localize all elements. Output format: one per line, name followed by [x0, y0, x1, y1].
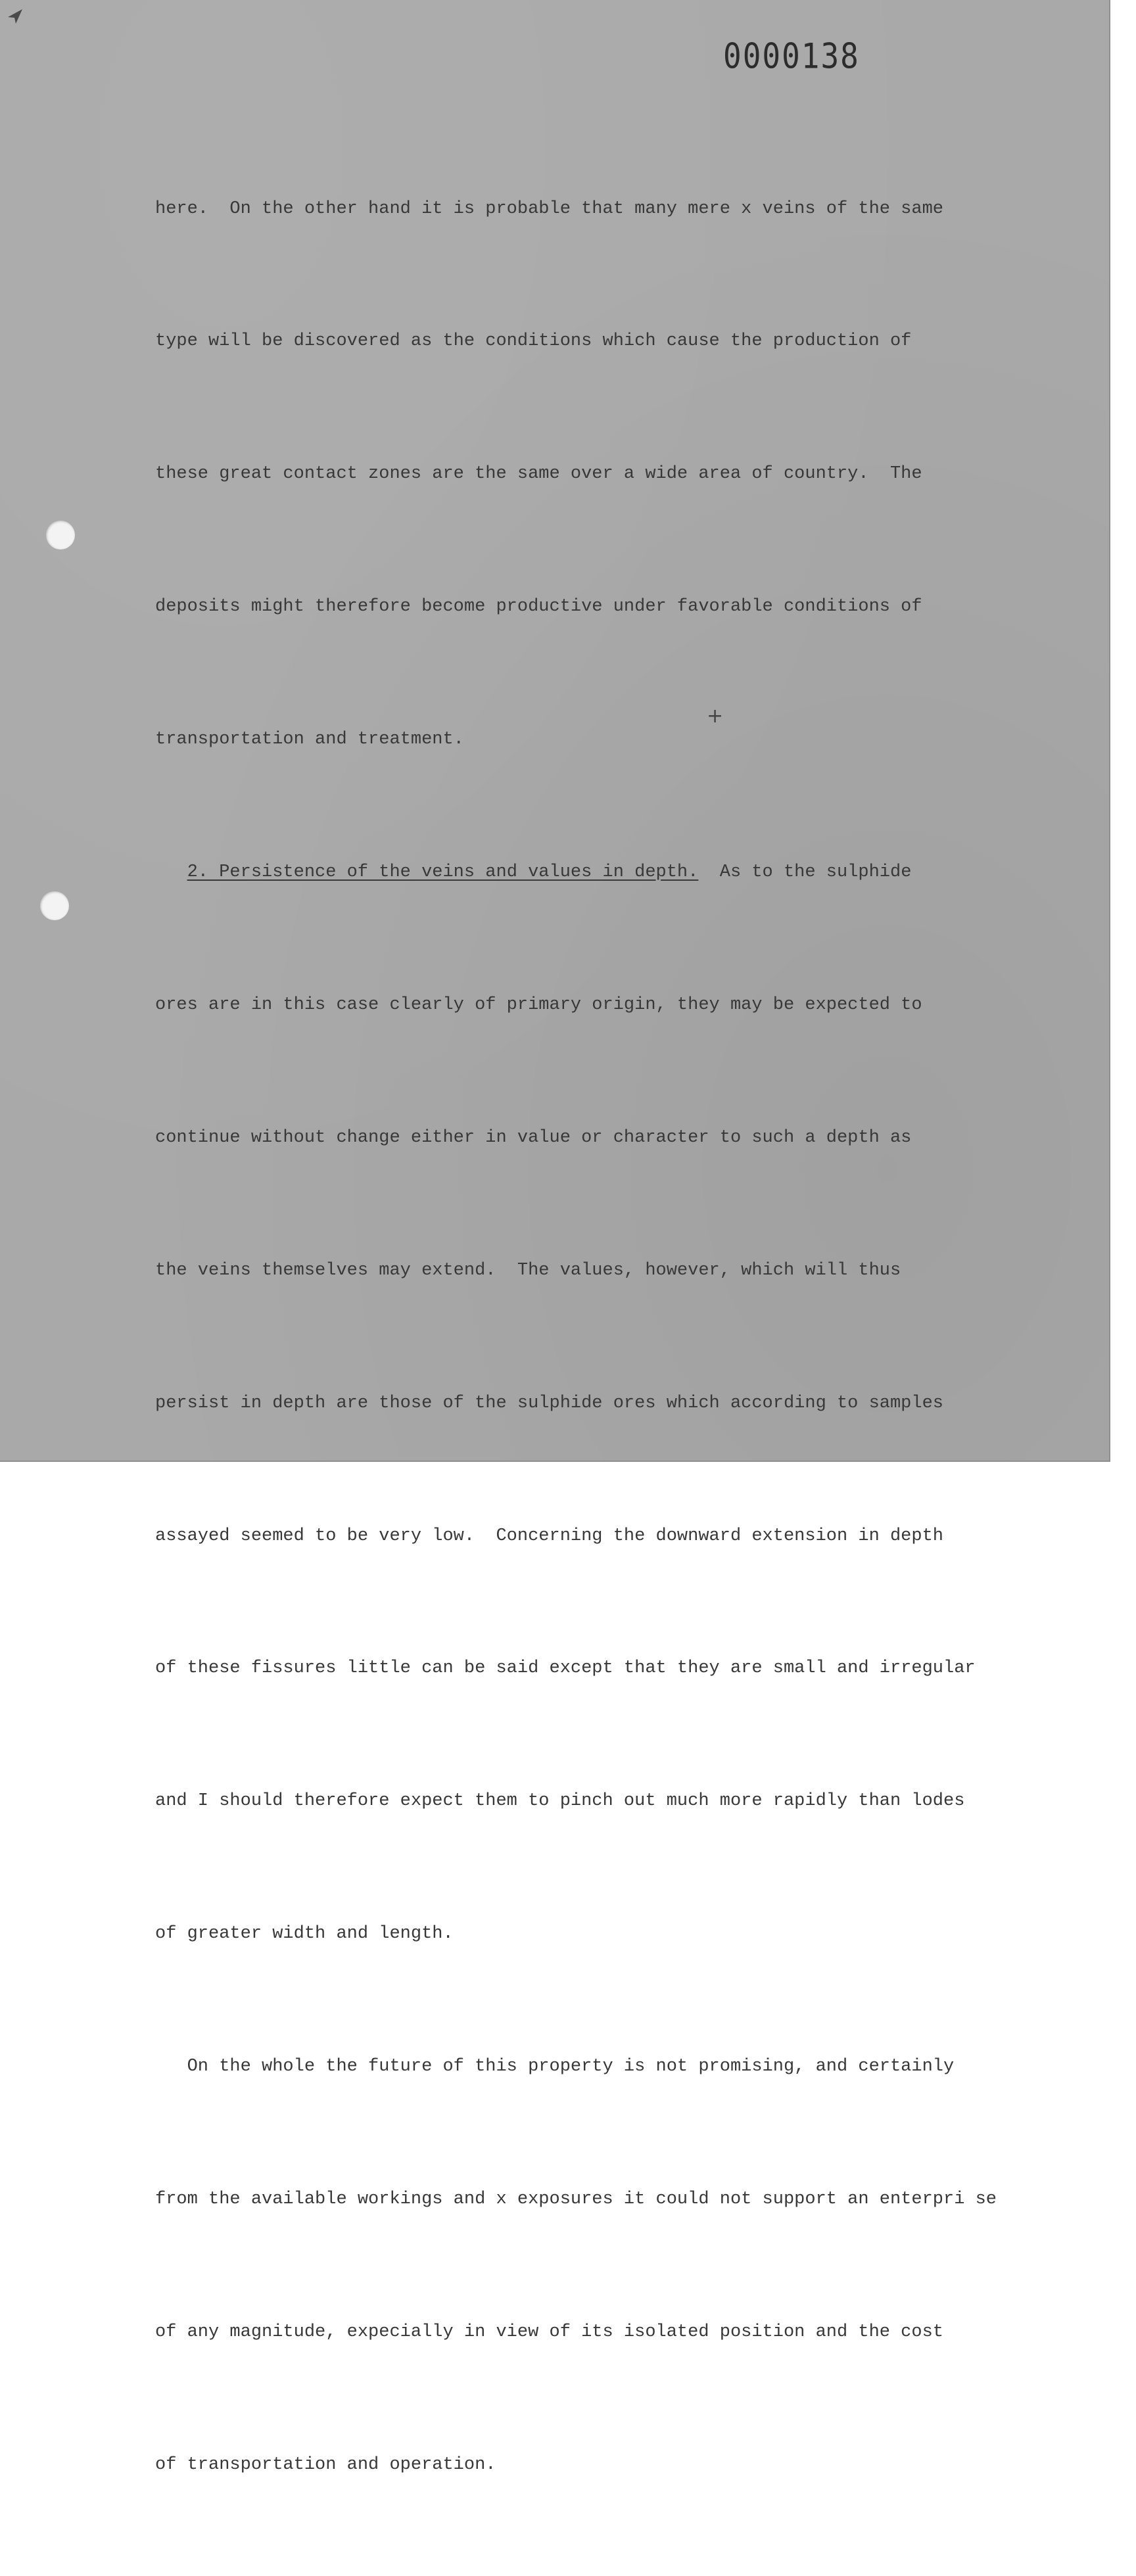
- section-heading-line: [155, 851, 1049, 895]
- heading-indent: [155, 862, 187, 882]
- arrow-tick-icon: [5, 7, 25, 26]
- typed-line: and I should therefore expect them to pinch out much more rapidly than lodes: [155, 1791, 965, 1812]
- section-heading: 2. Persistence of the veins and values in depth.: [187, 862, 699, 883]
- typed-line: assayed seemed to be very low. Concerning the downward extension in depth: [155, 1526, 943, 1546]
- punch-hole: [40, 891, 69, 920]
- typed-line: here. On the other hand it is probable that many mere x veins of the same: [155, 199, 943, 219]
- typed-body: [155, 99, 1049, 2576]
- heading-line-text: As to the sulphide: [698, 862, 912, 883]
- typed-line: from the available workings and x exposures it could not support an enterpri se: [155, 2189, 997, 2209]
- typed-line: of any magnitude, expecially in view of its isolated position and the cost: [155, 2322, 943, 2342]
- typed-line: of these fissures little can be said except that they are small and irregular: [155, 1658, 976, 1679]
- typed-line: On the whole the future of this property is not promising, and certainly: [155, 2057, 955, 2077]
- typed-line: type will be discovered as the conditions which cause the production of: [155, 331, 912, 352]
- typed-line: ores are in this case clearly of primary origin, they may be expected to: [155, 995, 922, 1015]
- typed-line: of transportation and operation.: [155, 2454, 496, 2475]
- page-number: 0000138: [723, 35, 860, 77]
- typed-line: the veins themselves may extend. The values, however, which will thus: [155, 1260, 901, 1280]
- typed-line: persist in depth are those of the sulphide ores which according to samples: [155, 1393, 943, 1413]
- typed-line: deposits might therefore become productive under favorable conditions of: [155, 597, 922, 617]
- typed-line: continue without change either in value or character to such a depth as: [155, 1127, 912, 1148]
- typed-line: these great contact zones are the same over a wide area of country. The: [155, 464, 922, 484]
- handwritten-insert-mark: +: [707, 705, 724, 728]
- typed-line: of greater width and length.: [155, 1924, 454, 1944]
- punch-hole: [46, 521, 75, 550]
- typed-line: transportation and treatment.: [155, 730, 464, 750]
